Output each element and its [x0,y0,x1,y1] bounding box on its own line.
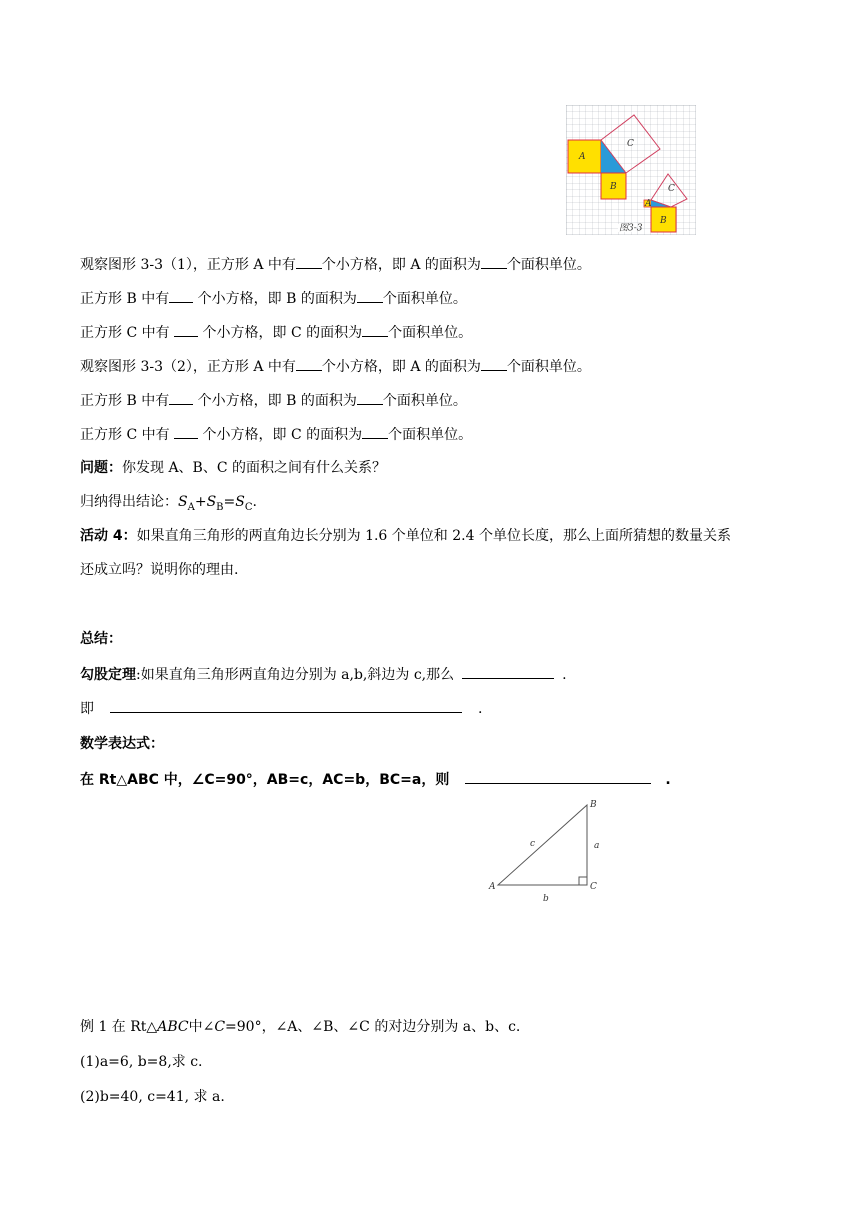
example1-q2: (2)b=40, c=41, 求 a. [80,1089,225,1105]
vertex-c-label: C [590,882,597,892]
label-b-1: B [610,182,617,192]
label-a-2: A [645,199,652,209]
blank-c-area-2[interactable] [362,424,388,439]
label-b-2: B [660,216,667,226]
blank-c-area-1[interactable] [362,322,388,337]
label-c-2: C [668,184,675,194]
observe-line-2: 正方形 B 中有 个小方格，即 B 的面积为 个面积单位。 [80,288,467,309]
vertex-a-label: A [489,882,496,892]
blank-c-count-1[interactable] [174,322,198,337]
blank-rt[interactable] [465,769,651,784]
side-b-label: b [543,894,549,904]
blank-b-count-2[interactable] [169,390,193,405]
observe-line-6: 正方形 C 中有 个小方格，即 C 的面积为 个面积单位。 [80,424,472,445]
side-c-label: c [530,839,536,849]
blank-a-area-2[interactable] [481,356,507,371]
vertex-b-label: B [590,800,597,810]
example1-q1: (1)a=6, b=8,求 c. [80,1054,203,1070]
activity4-line2: 还成立吗？说明你的理由. [80,562,239,578]
expression-label: 数学表达式： [80,736,164,752]
blank-b-area-2[interactable] [357,390,383,405]
observe-line-3: 正方形 C 中有 个小方格，即 C 的面积为 个面积单位。 [80,322,472,343]
question-line: 问题：你发现 A、B、C 的面积之间有什么关系？ [80,460,387,476]
right-triangle-figure [480,795,620,907]
summary-label: 总结： [80,631,122,647]
side-a-label: a [594,841,600,851]
pythagoras-grid-figure [566,105,696,235]
figure-caption: 图3-3 [619,223,643,234]
blank-a-area-1[interactable] [481,254,507,269]
label-c-1: C [627,139,634,149]
rt-line: 在 Rt△ABC 中，∠C=90°，AB=c，AC=b，BC=a，则 . [80,769,671,790]
blank-a-count-1[interactable] [296,254,322,269]
activity4-line1: 活动 4：如果直角三角形的两直角边长分别为 1.6 个单位和 2.4 个单位长度，那么上面所猜想的数量关系 [80,528,731,544]
observe-line-5: 正方形 B 中有 个小方格，即 B 的面积为 个面积单位。 [80,390,467,411]
blank-c-count-2[interactable] [174,424,198,439]
example1-line: 例 1 在 Rt△ABC中∠C=90°，∠A、∠B、∠C 的对边分别为 a、b、c. [80,1019,521,1035]
theorem-line: 勾股定理:如果直角三角形两直角边分别为 a,b,斜边为 c,那么 . [80,664,567,685]
ji-line: 即 . [80,698,482,719]
observe-line-4: 观察图形 3-3（2），正方形 A 中有 个小方格，即 A 的面积为 个面积单位。 [80,356,591,377]
blank-ji[interactable] [110,698,462,713]
blank-theorem[interactable] [462,664,554,679]
label-a-1: A [579,152,586,162]
blank-a-count-2[interactable] [296,356,322,371]
conclusion-line: 归纳得出结论：$S_A+S_B=S_C$. [80,494,257,513]
blank-b-area-1[interactable] [357,288,383,303]
observe-line-1: 观察图形 3-3（1），正方形 A 中有 个小方格，即 A 的面积为 个面积单位。 [80,254,591,275]
blank-b-count-1[interactable] [169,288,193,303]
